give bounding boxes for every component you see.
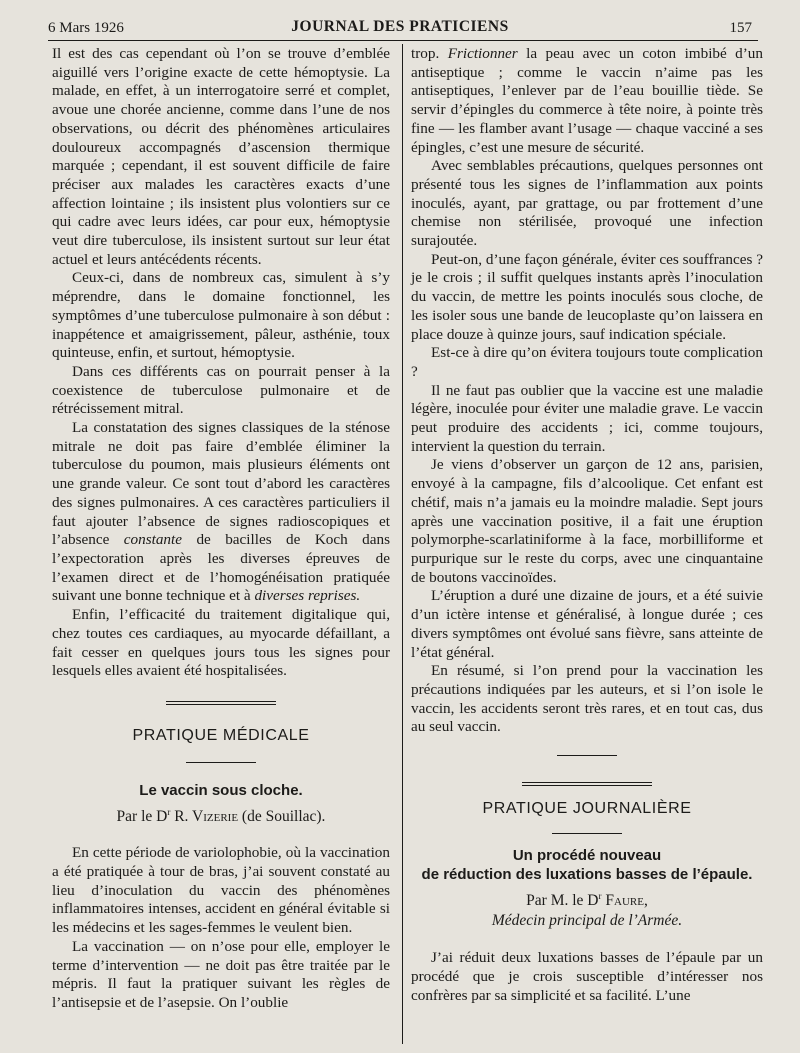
article-title: Le vaccin sous cloche. <box>139 781 303 799</box>
paragraph: En cette période de variolophobie, où la vaccination a été pratiquée à tour de bras, j’ai souvent constaté au lieu d’inoculation du vaccin des phénomènes inflammatoires intenses, accident en général évitable si les médecins et les sages-femmes le veulent bien. <box>52 844 390 937</box>
byline <box>411 892 763 911</box>
emphasis: diverses reprises. <box>254 587 361 605</box>
emphasis: Frictionner <box>447 45 518 62</box>
paragraph: La vaccination — on n’ose pour elle, employer le terme d’intervention — ne doit pas être traitée par le mépris. Il faut la pratiquer suivant les règles de l’antisepsie et de l’asepsie. On l’oublie <box>52 937 390 1011</box>
right-column <box>411 45 763 1005</box>
byline-sup: r <box>167 806 171 817</box>
author-affiliation: Médecin principal de l’Armée. <box>491 912 683 930</box>
paragraph <box>411 45 763 157</box>
byline-sup: r <box>598 890 602 901</box>
page-header <box>48 17 752 39</box>
column-divider <box>402 44 403 1044</box>
paragraph <box>52 419 390 606</box>
paragraph: Peut-on, d’une façon générale, éviter ces souffrances ? je le crois ; il suffit quelques instants après l’inoculation du vaccin, de mettre les points inoculés sous cloche, de les isoler sous une bande de leucoplaste qu’on laissera en place douze à quinze jours, sauf indication spéciale. <box>411 250 763 343</box>
paragraph: Avec semblables précautions, quelques personnes ont présenté tous les signes de l’inflammation aux points inoculés, ayant, par grattage, ou par frottement d’une chemise non stérilisée, provoqué une infection surajoutée. <box>411 157 763 250</box>
paragraph: L’éruption a duré une dizaine de jours, et a été suivie d’un ictère intense et généralisé, à longue durée ; ces divers symptômes ont évolué sans fièvre, sans atteinte de l’état général. <box>411 587 763 661</box>
author-name: R. Vizerie <box>174 807 239 825</box>
paragraph: Enfin, l’efficacité du traitement digitalique qui, chez toutes ces cardiaques, au myocarde défaillant, a fait cesser en quelques jours tous les signes pour lesquels elles avaient été hospitalisées. <box>52 606 390 680</box>
paragraph: Est-ce à dire qu’on évitera toujours toute complication ? <box>411 344 763 380</box>
article-title-line-1: Un procédé nouveau <box>512 846 662 864</box>
paragraph: Je viens d’observer un garçon de 12 ans, parisien, envoyé à la campagne, fils d’alcoolique. Cet enfant est chétif, mais n’a jamais eu la moindre maladie. Sept jours après une vaccination positive, il a fait une éruption polymorphe-scarlatiniforme à la face, morbilliforme et purpurique sur le reste du corps, avec une cinquantaine de boutons vaccinoïdes. <box>411 456 763 586</box>
left-column <box>52 45 390 1013</box>
paragraph: Dans ces différents cas on pourrait penser à la coexistence de tuberculose pulmonaire et de rétrécissement mitral. <box>52 362 390 418</box>
page-number: 157 <box>729 20 752 36</box>
section-title: PRATIQUE JOURNALIÈRE <box>482 800 692 818</box>
text-run: trop. <box>411 45 448 62</box>
journal-title: JOURNAL DES PRATICIENS <box>291 18 509 35</box>
byline <box>52 808 390 827</box>
byline-suffix: (de Souillac). <box>241 807 326 825</box>
paragraph: J’ai réduit deux luxations basses de l’épaule par un procédé que je crois susceptible d’intéresser nos confrères par sa simplicité et sa facilité. L’une <box>411 949 763 1004</box>
text-run: la peau avec un coton imbibé d’un antiseptique ; comme le vaccin n’aime pas les antiseptiques, l’enlever par de l’eau bouillie tiède. Se servir d’épingles du commerce à tête noire, à pointe très fine — les flamber avant l’usage — chaque vacciné a ses épingles, c’est une mesure de sécurité. <box>411 45 763 156</box>
paragraph: En résumé, si l’on prend pour la vaccination les précautions indiquées par les auteurs, et si l’on isole le vaccin, les accidents seront très rares, et en tout cas, dus au seul vaccin. <box>411 662 763 736</box>
header-rule <box>48 40 758 41</box>
text-run: de bacilles de Koch dans l’expectoration après les diverses épreuves de l’examen direct et de l’homogénéisation pratiquée suivant une bonne technique et à <box>52 531 390 605</box>
header-date: 6 Mars 1926 <box>48 20 124 36</box>
article-title-line-2: de réduction des luxations basses de l’épaule. <box>421 865 753 883</box>
text-run: La constatation des signes classiques de la sténose mitrale ne doit pas faire d’emblée éliminer la tuberculose du poumon, mais plusieurs éléments ont une grande valeur. Ce sont tout d’abord les caractères des signes pulmonaires. A ces caractères particuliers il faut ajouter l’absence de signes radioscopiques et l’absence <box>52 419 390 549</box>
byline-prefix: Par M. le D <box>526 891 599 909</box>
paragraph: Il est des cas cependant où l’on se trouve d’emblée aiguillé vers l’origine exacte de cette hémoptysie. La malade, en effet, à un interrogatoire serré et complet, avoue une chorée ancienne, comme dans l’une de nos observations, ou décrit des phénomènes articulaires douloureux accompagnés d’ascension thermique marquée ; cependant, il est souvent difficile de faire préciser aux malades les caractères exacts d’une affection lointaine ; ils insistent plus volontiers sur ce qui cadre avec leurs idées, car pour eux, hémoptysie veut dire tuberculose, ils insistent surtout sur leur état actuel et leurs antécédents récents. <box>52 45 390 268</box>
emphasis: constante <box>123 531 182 549</box>
section-title: PRATIQUE MÉDICALE <box>132 726 310 744</box>
paragraph: Ceux-ci, dans de nombreux cas, simulent à s’y méprendre, dans le domaine fonctionnel, les symptômes d’une tuberculose pulmonaire à son début : inappétence et amaigrissement, pâleur, asthénie, toux quinteuse, enfin, et surtout, hémoptysie. <box>52 269 390 362</box>
author-name: Faure, <box>605 891 648 909</box>
byline-prefix: Par le D <box>116 807 168 825</box>
paragraph: Il ne faut pas oublier que la vaccine est une maladie légère, inoculée pour éviter une maladie grave. Le vaccin peut produire des accidents ; ici, comme toujours, intervient la question du terrain. <box>411 381 763 455</box>
